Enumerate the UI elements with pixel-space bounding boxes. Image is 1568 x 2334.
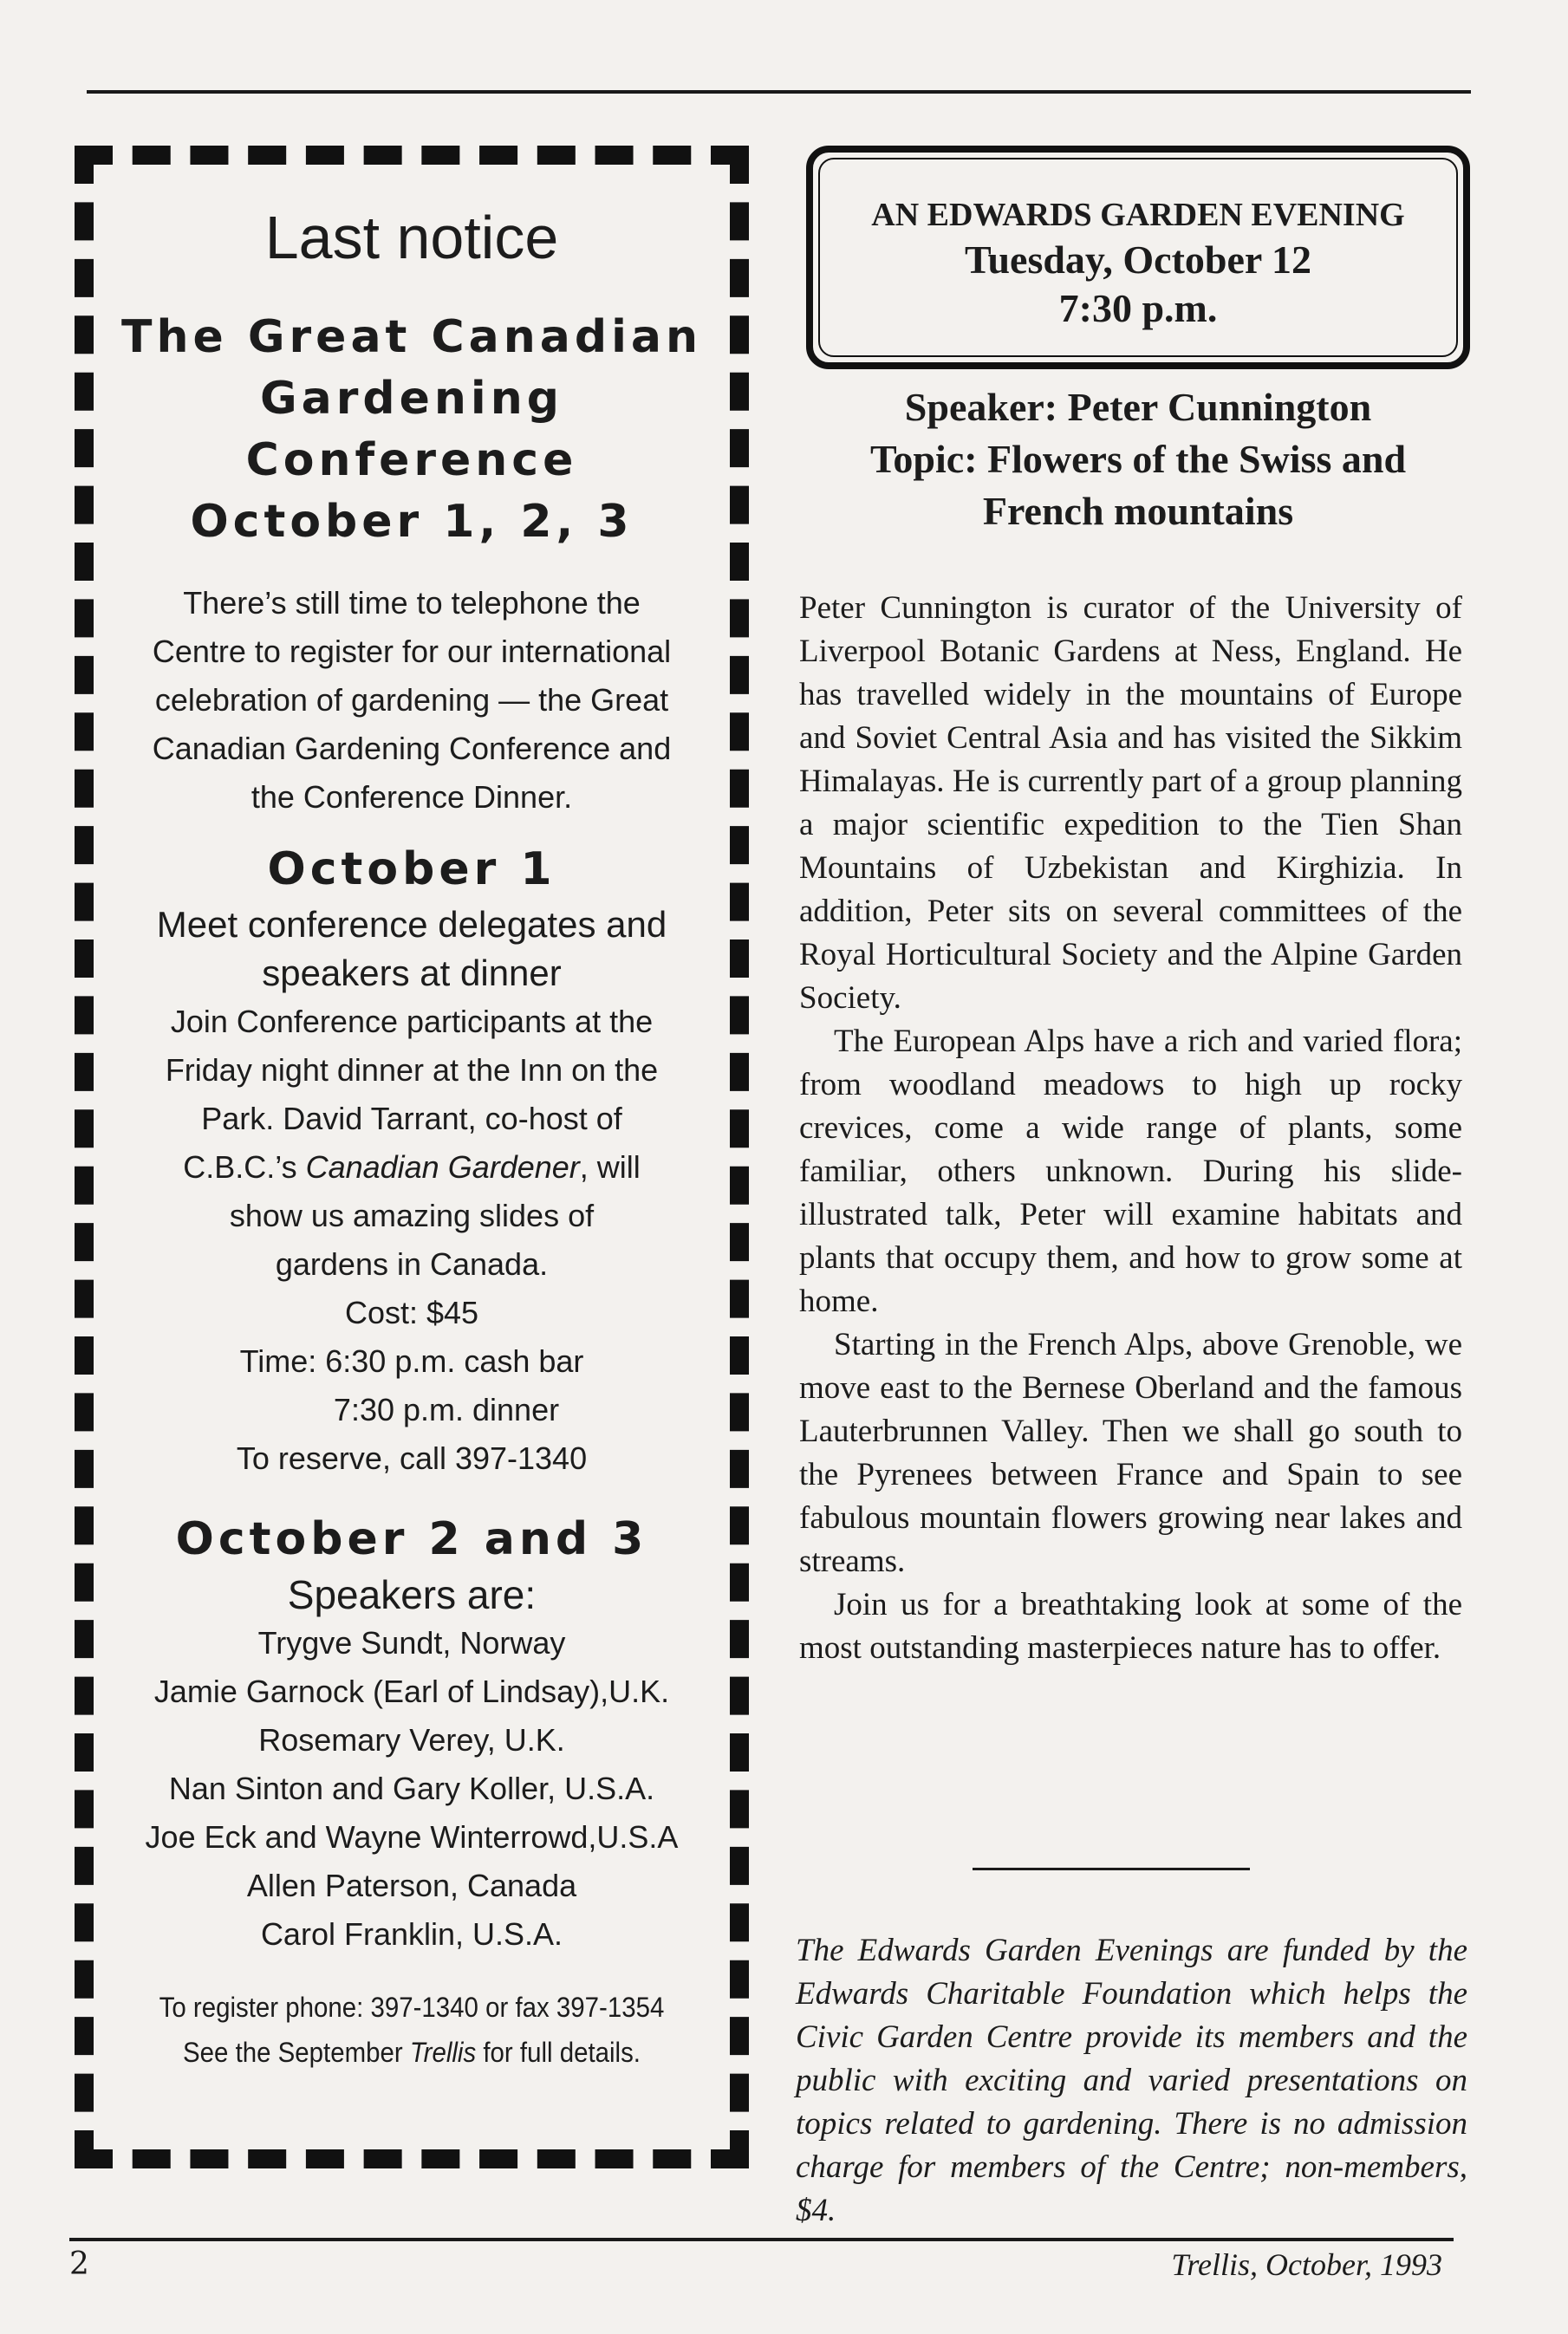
top-rule bbox=[87, 90, 1471, 94]
speaker-list-item: Allen Paterson, Canada bbox=[246, 1868, 577, 1903]
intro-line: There’s still time to telephone the bbox=[183, 585, 641, 621]
conference-title-line: Conference bbox=[245, 434, 578, 486]
event-time: 7:30 p.m. bbox=[1058, 286, 1218, 330]
conference-title-line: Gardening bbox=[260, 373, 563, 425]
oct1-subheading: speakers at dinner bbox=[262, 952, 562, 993]
oct1-body-line: Join Conference participants at the bbox=[170, 1004, 654, 1039]
oct1-time: Time: 6:30 p.m. cash bar bbox=[239, 1343, 584, 1379]
article-paragraph: Join us for a breathtaking look at some of the most outstanding masterpieces nature has to offer. bbox=[799, 1587, 1462, 1666]
speaker-list-item: Joe Eck and Wayne Winterrowd,U.S.A bbox=[145, 1819, 679, 1855]
oct23-heading: October 2 and 3 bbox=[175, 1513, 648, 1565]
oct1-body-line: Park. David Tarrant, co-host of bbox=[201, 1101, 622, 1136]
speaker-list-item: Nan Sinton and Gary Koller, U.S.A. bbox=[168, 1771, 655, 1806]
intro-line: the Conference Dinner. bbox=[250, 779, 573, 815]
oct1-subheading: Meet conference delegates and bbox=[156, 904, 667, 945]
conference-notice-box bbox=[75, 146, 749, 2168]
conference-title-line: The Great Canadian bbox=[120, 311, 703, 363]
event-box bbox=[806, 146, 1470, 369]
speaker-line: Speaker: Peter Cunnington bbox=[904, 385, 1372, 429]
register-line: To register phone: 397-1340 or fax 397-1354 bbox=[159, 1992, 665, 2023]
article-paragraph: The European Alps have a rich and varied flora; from woodland meadows to high up rocky crevices, come a wide range of plants, some familiar, others unknown. During his slide-illustrated talk, Peter will examine habitats and plants that occupy them, and how to grow some at home. bbox=[799, 1024, 1462, 1319]
oct1-cost: Cost: $45 bbox=[344, 1295, 479, 1330]
speaker-list-item: Carol Franklin, U.S.A. bbox=[260, 1916, 563, 1952]
intro-line: Centre to register for our international bbox=[152, 634, 672, 669]
oct1-time: 7:30 p.m. dinner bbox=[333, 1392, 560, 1427]
see-pre: See the September bbox=[183, 2037, 410, 2068]
speaker-topic-block bbox=[806, 381, 1470, 537]
intro-line: Canadian Gardening Conference and bbox=[152, 731, 672, 766]
show-pre: C.B.C.’s bbox=[183, 1149, 306, 1185]
show-title: Canadian Gardener bbox=[305, 1149, 580, 1185]
oct1-reserve: To reserve, call 397-1340 bbox=[236, 1440, 588, 1476]
event-date: Tuesday, October 12 bbox=[964, 237, 1311, 282]
conference-dates: October 1, 2, 3 bbox=[190, 496, 634, 548]
speaker-list-item: Rosemary Verey, U.K. bbox=[258, 1722, 565, 1758]
intro-line: celebration of gardening — the Great bbox=[154, 682, 669, 718]
oct1-body-line: Friday night dinner at the Inn on the bbox=[165, 1052, 659, 1088]
notice-heading: Last notice bbox=[264, 204, 559, 271]
see-details-line bbox=[132, 2030, 692, 2075]
oct1-show-line bbox=[107, 1143, 716, 1192]
oct1-body-line: gardens in Canada. bbox=[275, 1246, 549, 1282]
oct1-heading: October 1 bbox=[267, 843, 556, 895]
oct1-body-line: show us amazing slides of bbox=[229, 1198, 595, 1233]
section-divider bbox=[973, 1868, 1250, 1870]
oct23-subheading: Speakers are: bbox=[287, 1572, 537, 1617]
see-title: Trellis bbox=[409, 2037, 477, 2068]
topic-line: Topic: Flowers of the Swiss and bbox=[869, 437, 1407, 481]
funding-note: The Edwards Garden Evenings are funded by the Edwards Charitable Foundation which helps the Civic Garden Centre provide its members and the public with exciting and varied presentations on topics related to gardening. There is no admission charge for members of the Centre; non-members, $4. bbox=[796, 1933, 1467, 2228]
article-paragraph: Peter Cunnington is curator of the University of Liverpool Botanic Gardens at Ness, England. He has travelled widely in the mountains of Europe and Soviet Central Asia and has visited the Sikkim Himalayas. He is currently part of a group planning a major scientific expedition to the Tien Shan Mountains of Uzbekistan and Kirghizia. In addition, Peter sits on several committees of the Royal Horticultural Society and the Alpine Garden Society. bbox=[799, 590, 1462, 1016]
see-post: for full details. bbox=[476, 2037, 641, 2068]
speaker-article bbox=[799, 587, 1462, 1670]
bottom-rule bbox=[69, 2238, 1454, 2241]
page-number: 2 bbox=[69, 2246, 89, 2282]
speaker-list-item: Jamie Garnock (Earl of Lindsay),U.K. bbox=[153, 1674, 670, 1709]
topic-line: French mountains bbox=[982, 489, 1294, 533]
running-footer-title: Trellis, October, 1993 bbox=[1171, 2247, 1442, 2282]
event-box-inner bbox=[818, 158, 1458, 357]
event-label: AN EDWARDS GARDEN EVENING bbox=[871, 197, 1405, 233]
show-post: , will bbox=[579, 1149, 641, 1185]
article-paragraph: Starting in the French Alps, above Grenoble, we move east to the Bernese Oberland and the famous Lauterbrunnen Valley. Then we shall go south to the Pyrenees between France and Spain to see fabulous mountain flowers growing near lakes and streams. bbox=[799, 1327, 1462, 1579]
speaker-list-item: Trygve Sundt, Norway bbox=[257, 1625, 566, 1661]
